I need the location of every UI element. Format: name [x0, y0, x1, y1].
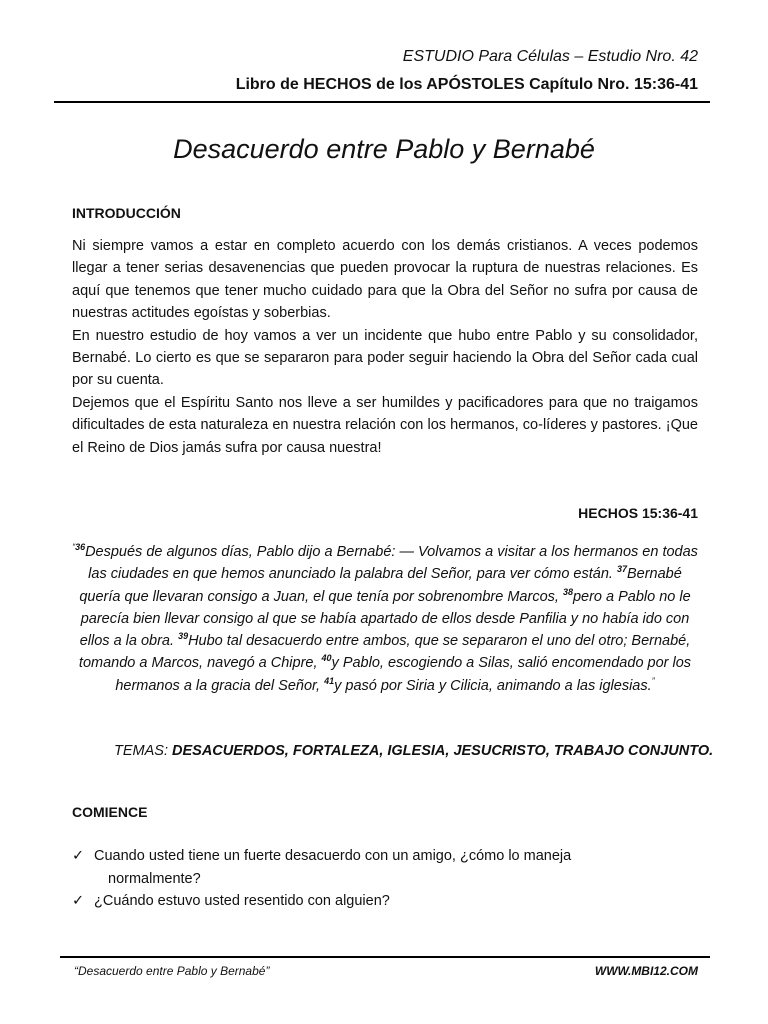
scripture-quote	[68, 541, 702, 697]
intro-paragraph: En nuestro estudio de hoy vamos a ver un incidente que hubo entre Pablo y su consolidador, Bernabé. Lo cierto es que se separaron para poder seguir haciendo la Obra del Señor cada cual por su cuenta.	[72, 327, 698, 389]
verse-text: Bernabé quería que llevaran consigo a Juan, el que tenía por sobrenombre Marcos,	[79, 566, 682, 605]
verse-number: 40	[321, 653, 332, 664]
header-book-chapter: Libro de HECHOS de los APÓSTOLES Capítulo Nro. 15:36-41	[235, 76, 698, 93]
verse-number: 36	[75, 542, 86, 553]
verse-text: pero a Pablo no le parecía bien llevar consigo al que se había apartado de ellos desde Panfilia y no había ido con ellos a la obra.	[79, 588, 691, 650]
question-text: ¿Cuándo estuvo usted resentido con alguien?	[94, 893, 390, 909]
question-text: Cuando usted tiene un fuerte desacuerdo con un amigo, ¿cómo lo maneja	[94, 848, 572, 864]
footer-title: “Desacuerdo entre Pablo y Bernabé”	[74, 964, 270, 978]
intro-paragraph: Dejemos que el Espíritu Santo nos lleve a ser humildes y pacificadores para que no traigamos dificultades de esta naturaleza en nuestra relación con los hermanos, co-líderes y pastores. ¡Que el Reino de Dios jamás sufra por causa nuestra!	[72, 394, 698, 456]
verse-number: 38	[562, 586, 573, 597]
verse-text: y Pablo, escogiendo a Silas, salió encomendado por los hermanos a la gracia del Señor,	[115, 655, 692, 694]
verse-number: 39	[178, 631, 189, 642]
open-quote-mark: “	[72, 542, 76, 553]
verse-text: Hubo tal desacuerdo entre ambos, que se separaron el uno del otro; Bernabé, tomando a Marcos, navegó a Chipre,	[78, 633, 691, 672]
verse-number: 41	[324, 675, 335, 686]
discussion-questions	[72, 845, 698, 913]
verse-text: y pasó por Siria y Cilicia, animando a las iglesias.	[334, 677, 652, 694]
topics-line	[114, 743, 713, 759]
footer-divider	[60, 956, 710, 958]
verse-number: 37	[616, 564, 627, 575]
start-heading: COMIENCE	[72, 804, 148, 820]
intro-paragraph: Ni siempre vamos a estar en completo acuerdo con los demás cristianos. A veces podemos llegar a tener serias desavenencias que pueden provocar la ruptura de nuestras relaciones. Es aquí que tenemos que tener mucho cuidado para que la Obra del Señor no sufra por causa de nuestras actitudes egoístas y soberbias.	[72, 238, 698, 322]
checkmark-icon: ✓	[72, 893, 85, 909]
checkmark-icon: ✓	[72, 848, 85, 864]
list-item	[72, 890, 698, 913]
topics-label: TEMAS:	[114, 743, 173, 759]
page-title: Desacuerdo entre Pablo y Bernabé	[173, 134, 595, 164]
footer-website: WWW.MBI12.COM	[594, 964, 698, 978]
verse-text: Después de algunos días, Pablo dijo a Bernabé: — Volvamos a visitar a los hermanos en todas las ciudades en que hemos anunciado la palabra del Señor, para ver cómo están.	[85, 544, 698, 583]
header-study-label: ESTUDIO Para Células – Estudio Nro. 42	[402, 48, 698, 65]
question-text-continued: normalmente?	[108, 870, 201, 887]
introduction-heading: INTRODUCCIÓN	[72, 205, 181, 221]
scripture-reference: HECHOS 15:36-41	[578, 505, 698, 521]
list-item	[72, 845, 698, 890]
header-divider	[54, 101, 710, 103]
close-quote-mark: ”	[651, 675, 655, 686]
introduction-body	[72, 235, 698, 459]
topics-values: DESACUERDOS, FORTALEZA, IGLESIA, JESUCRISTO, TRABAJO CONJUNTO.	[172, 743, 714, 759]
